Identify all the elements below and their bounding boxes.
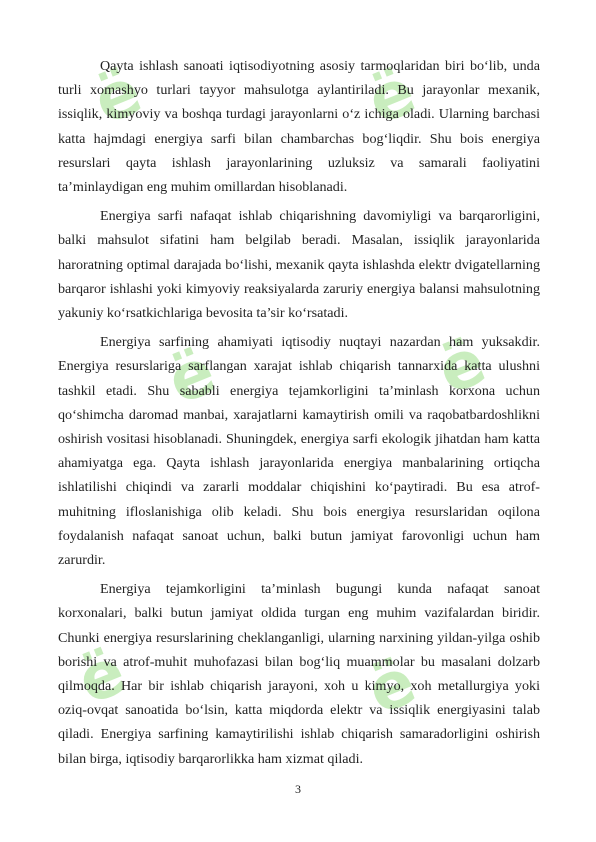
watermark-logo: ё xyxy=(67,634,136,720)
watermark-logo: ё xyxy=(357,54,426,140)
paragraph: Energiya sarfi nafaqat ishlab chiqarishning davomiyligi va barqarorligini, balki mahsulot sifatini ham belgilab beradi. Masalan, issiqlik jarayonlarida haroratning optimal darajada bo‘lishi, mexanik qayta ishlashda elektr dvigatellarning barqaror ishlashi yoki kimyoviy reaksiyalarda zaruriy energiya balansi mahsulotning yakuniy ko‘rsatkichlariga bevosita ta’sir ko‘rsatadi. xyxy=(58,208,540,322)
document-body xyxy=(58,54,540,776)
watermark-logo: ё xyxy=(157,334,226,420)
watermark-logo: ё xyxy=(357,644,426,730)
paragraph: Qayta ishlash sanoati iqtisodiyotning asosiy tarmoqlaridan biri bo‘lib, unda turli xomashyo turlari tayyor mahsulotga aylantiriladi. Bu jarayonlar mexanik, issiqlik, kimyoviy va boshqa turdagi jarayonlarni o‘z ichiga oladi. Ularning barchasi katta hajmdagi energiya sarfi bilan chambarchas bog‘liqdir. Shu bois energiya resurslari qayta ishlash jarayonlarining uzluksiz va samarali faoliyatini ta’minlaydigan eng muhim omillardan hisoblanadi. xyxy=(58,58,540,196)
watermark-logo: ё xyxy=(83,54,152,140)
paragraph: Energiya tejamkorligini ta’minlash bugungi kunda nafaqat sanoat korxonalari, balki butun jamiyat oldida turgan eng muhim vazifalardan biridir. Chunki energiya resurslarining cheklanganligi, ularning narxining yildan-yilga oshib borishi va atrof-muhit muhofazasi bilan bog‘liq muammolar bu masalani dolzarb qilmoqda. Har bir ishlab chiqarish jarayoni, xoh u kimyo, xoh metallurgiya yoki oziq-ovqat sanoatida bo‘lsin, katta miqdorda elektr va issiqlik energiyasini talab qiladi. Energiya sarfining kamaytirilishi ishlab chiqarish samaradorligini oshirish bilan birga, iqtisodiy barqarorlikka ham xizmat qiladi. xyxy=(58,581,540,767)
watermark-logo: ё xyxy=(427,324,496,410)
paragraph: Energiya sarfining ahamiyati iqtisodiy nuqtayi nazardan ham yuksakdir. Energiya resurslariga sarflangan xarajat ishlab chiqarish tannarxida katta ulushni tashkil etadi. Shu sababli energiya tejamkorligini ta’minlash korxona uchun qo‘shimcha daromad manbai, xarajatlarni kamaytirish omili va raqobatbardoshlikni oshirish vositasi hisoblanadi. Shuningdek, energiya sarfi ekologik jihatdan ham katta ahamiyatga ega. Qayta ishlash jarayonlarida energiya manbalarining ortiqcha ishlatilishi chiqindi va zararli moddalar chiqishini ko‘paytiradi. Bu esa atrof-muhitning ifloslanishiga olib keladi. Shu bois energiya resurslaridan oqilona foydalanish nafaqat sanoat uchun, balki butun jamiyat farovonligi uchun ham zarurdir. xyxy=(58,334,540,569)
page-number: 3 xyxy=(295,782,301,796)
